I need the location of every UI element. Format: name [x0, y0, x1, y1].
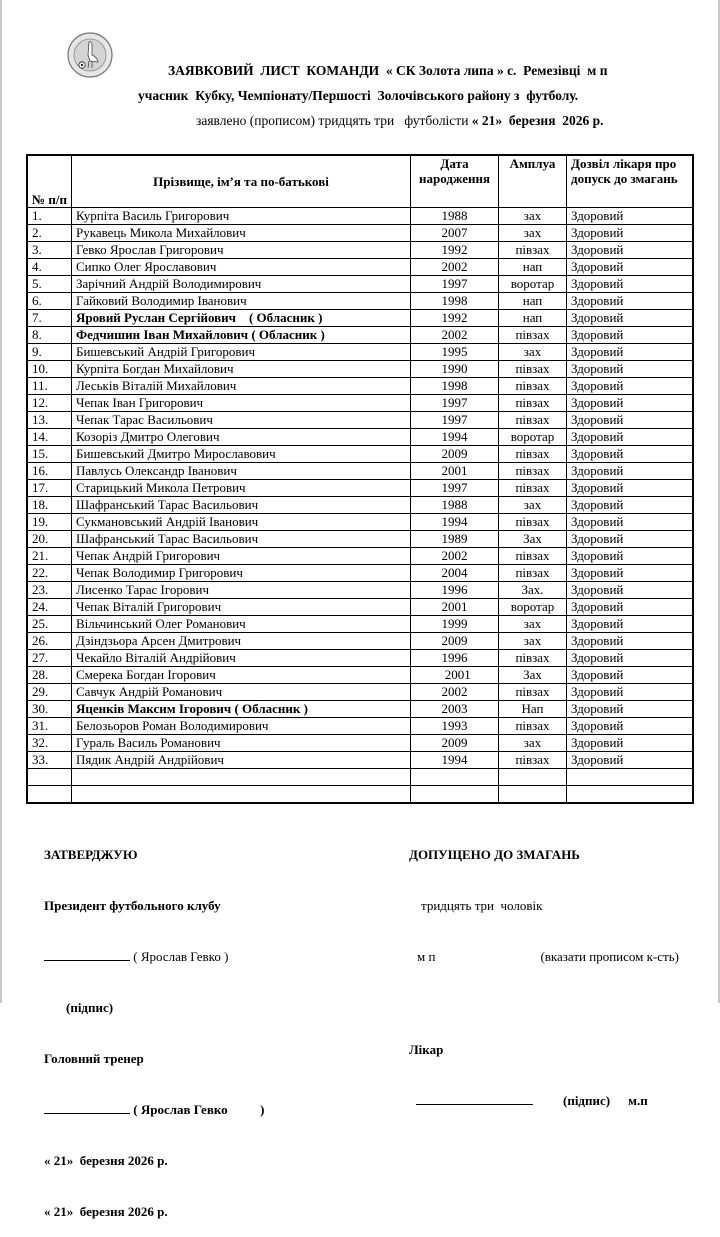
row-number: 5.	[27, 276, 72, 293]
medical-status: Здоровий	[567, 582, 694, 599]
club-emblem-stork-icon	[67, 32, 113, 78]
signature-blank	[416, 1092, 533, 1105]
player-name: Федчишин Іван Михайлович ( Обласник )	[72, 327, 411, 344]
table-row	[27, 650, 693, 667]
count-hint: (вказати прописом к-сть)	[540, 949, 679, 964]
player-name: Вільчинський Олег Романович	[72, 616, 411, 633]
medical-status: Здоровий	[567, 548, 694, 565]
player-name: Козоріз Дмитро Олегович	[72, 429, 411, 446]
row-number: 14.	[27, 429, 72, 446]
medical-status: Здоровий	[567, 701, 694, 718]
declared-date: « 21» березня 2026 р.	[471, 113, 604, 128]
table-row	[27, 752, 693, 769]
medical-status	[567, 769, 694, 786]
table-row	[27, 395, 693, 412]
approval-date-2: « 21» березня 2026 р.	[44, 1204, 168, 1219]
player-name: Курпіта Богдан Михайлович	[72, 361, 411, 378]
medical-status: Здоровий	[567, 310, 694, 327]
medical-status: Здоровий	[567, 599, 694, 616]
medical-status: Здоровий	[567, 565, 694, 582]
player-role: зах	[499, 497, 567, 514]
medical-status: Здоровий	[567, 514, 694, 531]
row-number: 29.	[27, 684, 72, 701]
player-role: півзах	[499, 548, 567, 565]
medical-status: Здоровий	[567, 327, 694, 344]
medical-status: Здоровий	[567, 225, 694, 242]
birth-year: 2002	[411, 548, 499, 565]
birth-year: 1988	[411, 208, 499, 225]
coach-title: Головний тренер	[44, 1051, 144, 1066]
player-name: Чепак Володимир Григорович	[72, 565, 411, 582]
medical-status: Здоровий	[567, 378, 694, 395]
row-number: 24.	[27, 599, 72, 616]
row-number: 17.	[27, 480, 72, 497]
col-header-role: Амплуа	[499, 155, 567, 208]
medical-status: Здоровий	[567, 344, 694, 361]
medical-status: Здоровий	[567, 276, 694, 293]
row-number: 1.	[27, 208, 72, 225]
president-title: Президент футбольного клубу	[44, 898, 221, 913]
table-row	[27, 531, 693, 548]
row-number: 26.	[27, 633, 72, 650]
player-name: Савчук Андрій Романович	[72, 684, 411, 701]
row-number: 31.	[27, 718, 72, 735]
table-row	[27, 429, 693, 446]
player-role: нап	[499, 310, 567, 327]
declared-count-text: заявлено (прописом) тридцять три футболісти	[196, 113, 472, 128]
row-number: 28.	[27, 667, 72, 684]
player-name	[72, 769, 411, 786]
player-role: півзах	[499, 446, 567, 463]
table-row	[27, 735, 693, 752]
birth-year: 1992	[411, 310, 499, 327]
table-row	[27, 786, 693, 804]
stamp-label: м п	[417, 949, 436, 964]
table-row	[27, 276, 693, 293]
medical-status: Здоровий	[567, 735, 694, 752]
player-name: Шафранський Тарас Васильович	[72, 531, 411, 548]
medical-status: Здоровий	[567, 429, 694, 446]
signature-note: (підпис)	[66, 1000, 114, 1015]
medical-status: Здоровий	[567, 480, 694, 497]
player-name: Яровий Руслан Сергійович ( Обласник )	[72, 310, 411, 327]
table-row	[27, 701, 693, 718]
birth-year: 2003	[411, 701, 499, 718]
row-number: 20.	[27, 531, 72, 548]
player-name: Пядик Андрій Андрійович	[72, 752, 411, 769]
medical-status: Здоровий	[567, 667, 694, 684]
birth-year: 1998	[411, 378, 499, 395]
birth-year: 1996	[411, 650, 499, 667]
player-name: Сипко Олег Ярославович	[72, 259, 411, 276]
birth-year: 1997	[411, 480, 499, 497]
player-name: Гевко Ярослав Григорович	[72, 242, 411, 259]
approval-block	[44, 812, 265, 1237]
table-row	[27, 208, 693, 225]
birth-year: 1989	[411, 531, 499, 548]
admission-block	[409, 812, 709, 1126]
table-row	[27, 310, 693, 327]
row-number	[27, 769, 72, 786]
player-name: Курпіта Василь Григорович	[72, 208, 411, 225]
roster-table	[26, 154, 694, 804]
row-number: 10.	[27, 361, 72, 378]
birth-year: 2001	[411, 599, 499, 616]
row-number: 2.	[27, 225, 72, 242]
birth-year: 2009	[411, 633, 499, 650]
player-name: Смерека Богдан Ігорович	[72, 667, 411, 684]
row-number: 25.	[27, 616, 72, 633]
row-number: 7.	[27, 310, 72, 327]
row-number: 6.	[27, 293, 72, 310]
birth-year: 1999	[411, 616, 499, 633]
player-role: зах	[499, 344, 567, 361]
player-role: зах	[499, 735, 567, 752]
birth-year: 2001	[411, 667, 499, 684]
player-name: Чепак Іван Григорович	[72, 395, 411, 412]
player-name: Дзіндзьора Арсен Дмитрович	[72, 633, 411, 650]
document-title: ЗАЯВКОВИЙ ЛИСТ КОМАНДИ « СК Золота липа » с. Ремезівці м п	[168, 63, 608, 78]
coach-name: ( Ярослав Гевко )	[130, 1102, 265, 1117]
player-role: півзах	[499, 463, 567, 480]
row-number: 27.	[27, 650, 72, 667]
roster-body	[27, 208, 693, 804]
row-number: 11.	[27, 378, 72, 395]
row-number: 22.	[27, 565, 72, 582]
medical-status: Здоровий	[567, 412, 694, 429]
birth-year: 1997	[411, 276, 499, 293]
medical-status: Здоровий	[567, 463, 694, 480]
approval-date-1: « 21» березня 2026 р.	[44, 1153, 168, 1168]
player-role: півзах	[499, 565, 567, 582]
medical-status: Здоровий	[567, 208, 694, 225]
player-name	[72, 786, 411, 804]
player-name: Яценків Максим Ігорович ( Обласник )	[72, 701, 411, 718]
birth-year: 2007	[411, 225, 499, 242]
row-number: 23.	[27, 582, 72, 599]
admitted-count: тридцять три чоловік	[421, 898, 543, 913]
row-number: 12.	[27, 395, 72, 412]
player-role: півзах	[499, 752, 567, 769]
player-role: півзах	[499, 395, 567, 412]
player-name: Сукмановський Андрій Іванович	[72, 514, 411, 531]
doctor-signature-line	[409, 1092, 709, 1109]
birth-year: 1988	[411, 497, 499, 514]
birth-year: 1992	[411, 242, 499, 259]
table-row	[27, 412, 693, 429]
birth-year: 2004	[411, 565, 499, 582]
player-role: воротар	[499, 429, 567, 446]
table-row	[27, 463, 693, 480]
player-role: зах	[499, 633, 567, 650]
table-row	[27, 565, 693, 582]
table-row	[27, 242, 693, 259]
player-role: півзах	[499, 361, 567, 378]
player-name: Бишевський Дмитро Мирославович	[72, 446, 411, 463]
birth-year: 2009	[411, 446, 499, 463]
admitted-stamp-line	[409, 948, 709, 965]
president-name: ( Ярослав Гевко )	[130, 949, 229, 964]
medical-status: Здоровий	[567, 497, 694, 514]
medical-status: Здоровий	[567, 684, 694, 701]
player-name: Чепак Андрій Григорович	[72, 548, 411, 565]
player-name: Чепак Тарас Васильович	[72, 412, 411, 429]
player-name: Павлусь Олександр Іванович	[72, 463, 411, 480]
player-role: Зах	[499, 667, 567, 684]
player-role: півзах	[499, 718, 567, 735]
player-role: півзах	[499, 650, 567, 667]
player-role: півзах	[499, 684, 567, 701]
birth-year: 2001	[411, 463, 499, 480]
player-role: воротар	[499, 276, 567, 293]
player-name: Шафранський Тарас Васильович	[72, 497, 411, 514]
coach-signature-line	[44, 1101, 265, 1118]
table-row	[27, 684, 693, 701]
table-row	[27, 327, 693, 344]
birth-year: 2009	[411, 735, 499, 752]
player-role: зах	[499, 616, 567, 633]
row-number	[27, 786, 72, 804]
player-role: півзах	[499, 480, 567, 497]
table-row	[27, 769, 693, 786]
medical-status: Здоровий	[567, 616, 694, 633]
declared-count-line	[196, 113, 604, 129]
birth-year: 1990	[411, 361, 499, 378]
table-row	[27, 548, 693, 565]
player-name: Белозьоров Роман Володимирович	[72, 718, 411, 735]
medical-status: Здоровий	[567, 650, 694, 667]
player-role: зах	[499, 225, 567, 242]
doctor-title: Лікар	[409, 1042, 444, 1057]
player-role: воротар	[499, 599, 567, 616]
player-role: півзах	[499, 327, 567, 344]
signature-blank	[44, 948, 130, 961]
admitted-heading: ДОПУЩЕНО ДО ЗМАГАНЬ	[409, 847, 580, 862]
row-number: 18.	[27, 497, 72, 514]
birth-year: 2002	[411, 327, 499, 344]
row-number: 21.	[27, 548, 72, 565]
birth-year: 1994	[411, 514, 499, 531]
row-number: 16.	[27, 463, 72, 480]
table-row	[27, 616, 693, 633]
table-row	[27, 361, 693, 378]
row-number: 32.	[27, 735, 72, 752]
medical-status: Здоровий	[567, 752, 694, 769]
table-row	[27, 718, 693, 735]
player-role: нап	[499, 293, 567, 310]
president-signature-line	[44, 948, 265, 965]
medical-status: Здоровий	[567, 531, 694, 548]
row-number: 19.	[27, 514, 72, 531]
table-row	[27, 599, 693, 616]
player-role: півзах	[499, 412, 567, 429]
medical-status: Здоровий	[567, 259, 694, 276]
player-role: Нап	[499, 701, 567, 718]
table-row	[27, 633, 693, 650]
player-name: Леськів Віталій Михайлович	[72, 378, 411, 395]
medical-status: Здоровий	[567, 446, 694, 463]
row-number: 3.	[27, 242, 72, 259]
col-header-name: Прізвище, ім’я та по-батькові	[72, 155, 411, 208]
row-number: 8.	[27, 327, 72, 344]
birth-year: 1997	[411, 395, 499, 412]
row-number: 13.	[27, 412, 72, 429]
birth-year: 2002	[411, 684, 499, 701]
row-number: 4.	[27, 259, 72, 276]
row-number: 30.	[27, 701, 72, 718]
player-role	[499, 786, 567, 804]
col-header-birth: Дата народження	[411, 155, 499, 208]
doctor-signature-note: (підпис)	[563, 1093, 611, 1108]
medical-status: Здоровий	[567, 242, 694, 259]
birth-year	[411, 786, 499, 804]
player-name: Чепак Віталій Григорович	[72, 599, 411, 616]
player-name: Старицький Микола Петрович	[72, 480, 411, 497]
medical-status: Здоровий	[567, 361, 694, 378]
table-row	[27, 497, 693, 514]
birth-year: 1998	[411, 293, 499, 310]
table-row	[27, 446, 693, 463]
table-row	[27, 344, 693, 361]
approve-heading: ЗАТВЕРДЖУЮ	[44, 847, 138, 862]
table-row	[27, 514, 693, 531]
table-row	[27, 667, 693, 684]
birth-year: 2002	[411, 259, 499, 276]
table-row	[27, 378, 693, 395]
medical-status: Здоровий	[567, 718, 694, 735]
medical-status	[567, 786, 694, 804]
doctor-stamp: м.п	[628, 1093, 648, 1108]
player-name: Гураль Василь Романович	[72, 735, 411, 752]
table-header-row	[27, 155, 693, 208]
birth-year: 1993	[411, 718, 499, 735]
player-name: Чекайло Віталій Андрійович	[72, 650, 411, 667]
player-name: Лисенко Тарас Ігорович	[72, 582, 411, 599]
table-row	[27, 225, 693, 242]
player-role: Зах.	[499, 582, 567, 599]
medical-status: Здоровий	[567, 633, 694, 650]
player-name: Зарічний Андрій Володимирович	[72, 276, 411, 293]
birth-year: 1996	[411, 582, 499, 599]
birth-year: 1994	[411, 752, 499, 769]
player-role: півзах	[499, 378, 567, 395]
row-number: 15.	[27, 446, 72, 463]
player-role: зах	[499, 208, 567, 225]
birth-year: 1994	[411, 429, 499, 446]
signature-blank	[44, 1101, 130, 1114]
player-role: нап	[499, 259, 567, 276]
row-number: 9.	[27, 344, 72, 361]
medical-status: Здоровий	[567, 293, 694, 310]
birth-year: 1997	[411, 412, 499, 429]
player-name: Рукавець Микола Михайлович	[72, 225, 411, 242]
table-row	[27, 480, 693, 497]
birth-year	[411, 769, 499, 786]
player-role: півзах	[499, 514, 567, 531]
table-row	[27, 293, 693, 310]
medical-status: Здоровий	[567, 395, 694, 412]
row-number: 33.	[27, 752, 72, 769]
col-header-number: № п/п	[27, 155, 72, 208]
col-header-medical: Дозвіл лікаря про допуск до змагань	[567, 155, 694, 208]
table-row	[27, 582, 693, 599]
player-name: Гайковий Володимир Іванович	[72, 293, 411, 310]
document-subtitle: учасник Кубку, Чемпіонату/Першості Золочівського району з футболу.	[138, 88, 579, 103]
birth-year: 1995	[411, 344, 499, 361]
player-role: Зах	[499, 531, 567, 548]
player-role: півзах	[499, 242, 567, 259]
player-name: Бишевський Андрій Григорович	[72, 344, 411, 361]
table-row	[27, 259, 693, 276]
player-role	[499, 769, 567, 786]
